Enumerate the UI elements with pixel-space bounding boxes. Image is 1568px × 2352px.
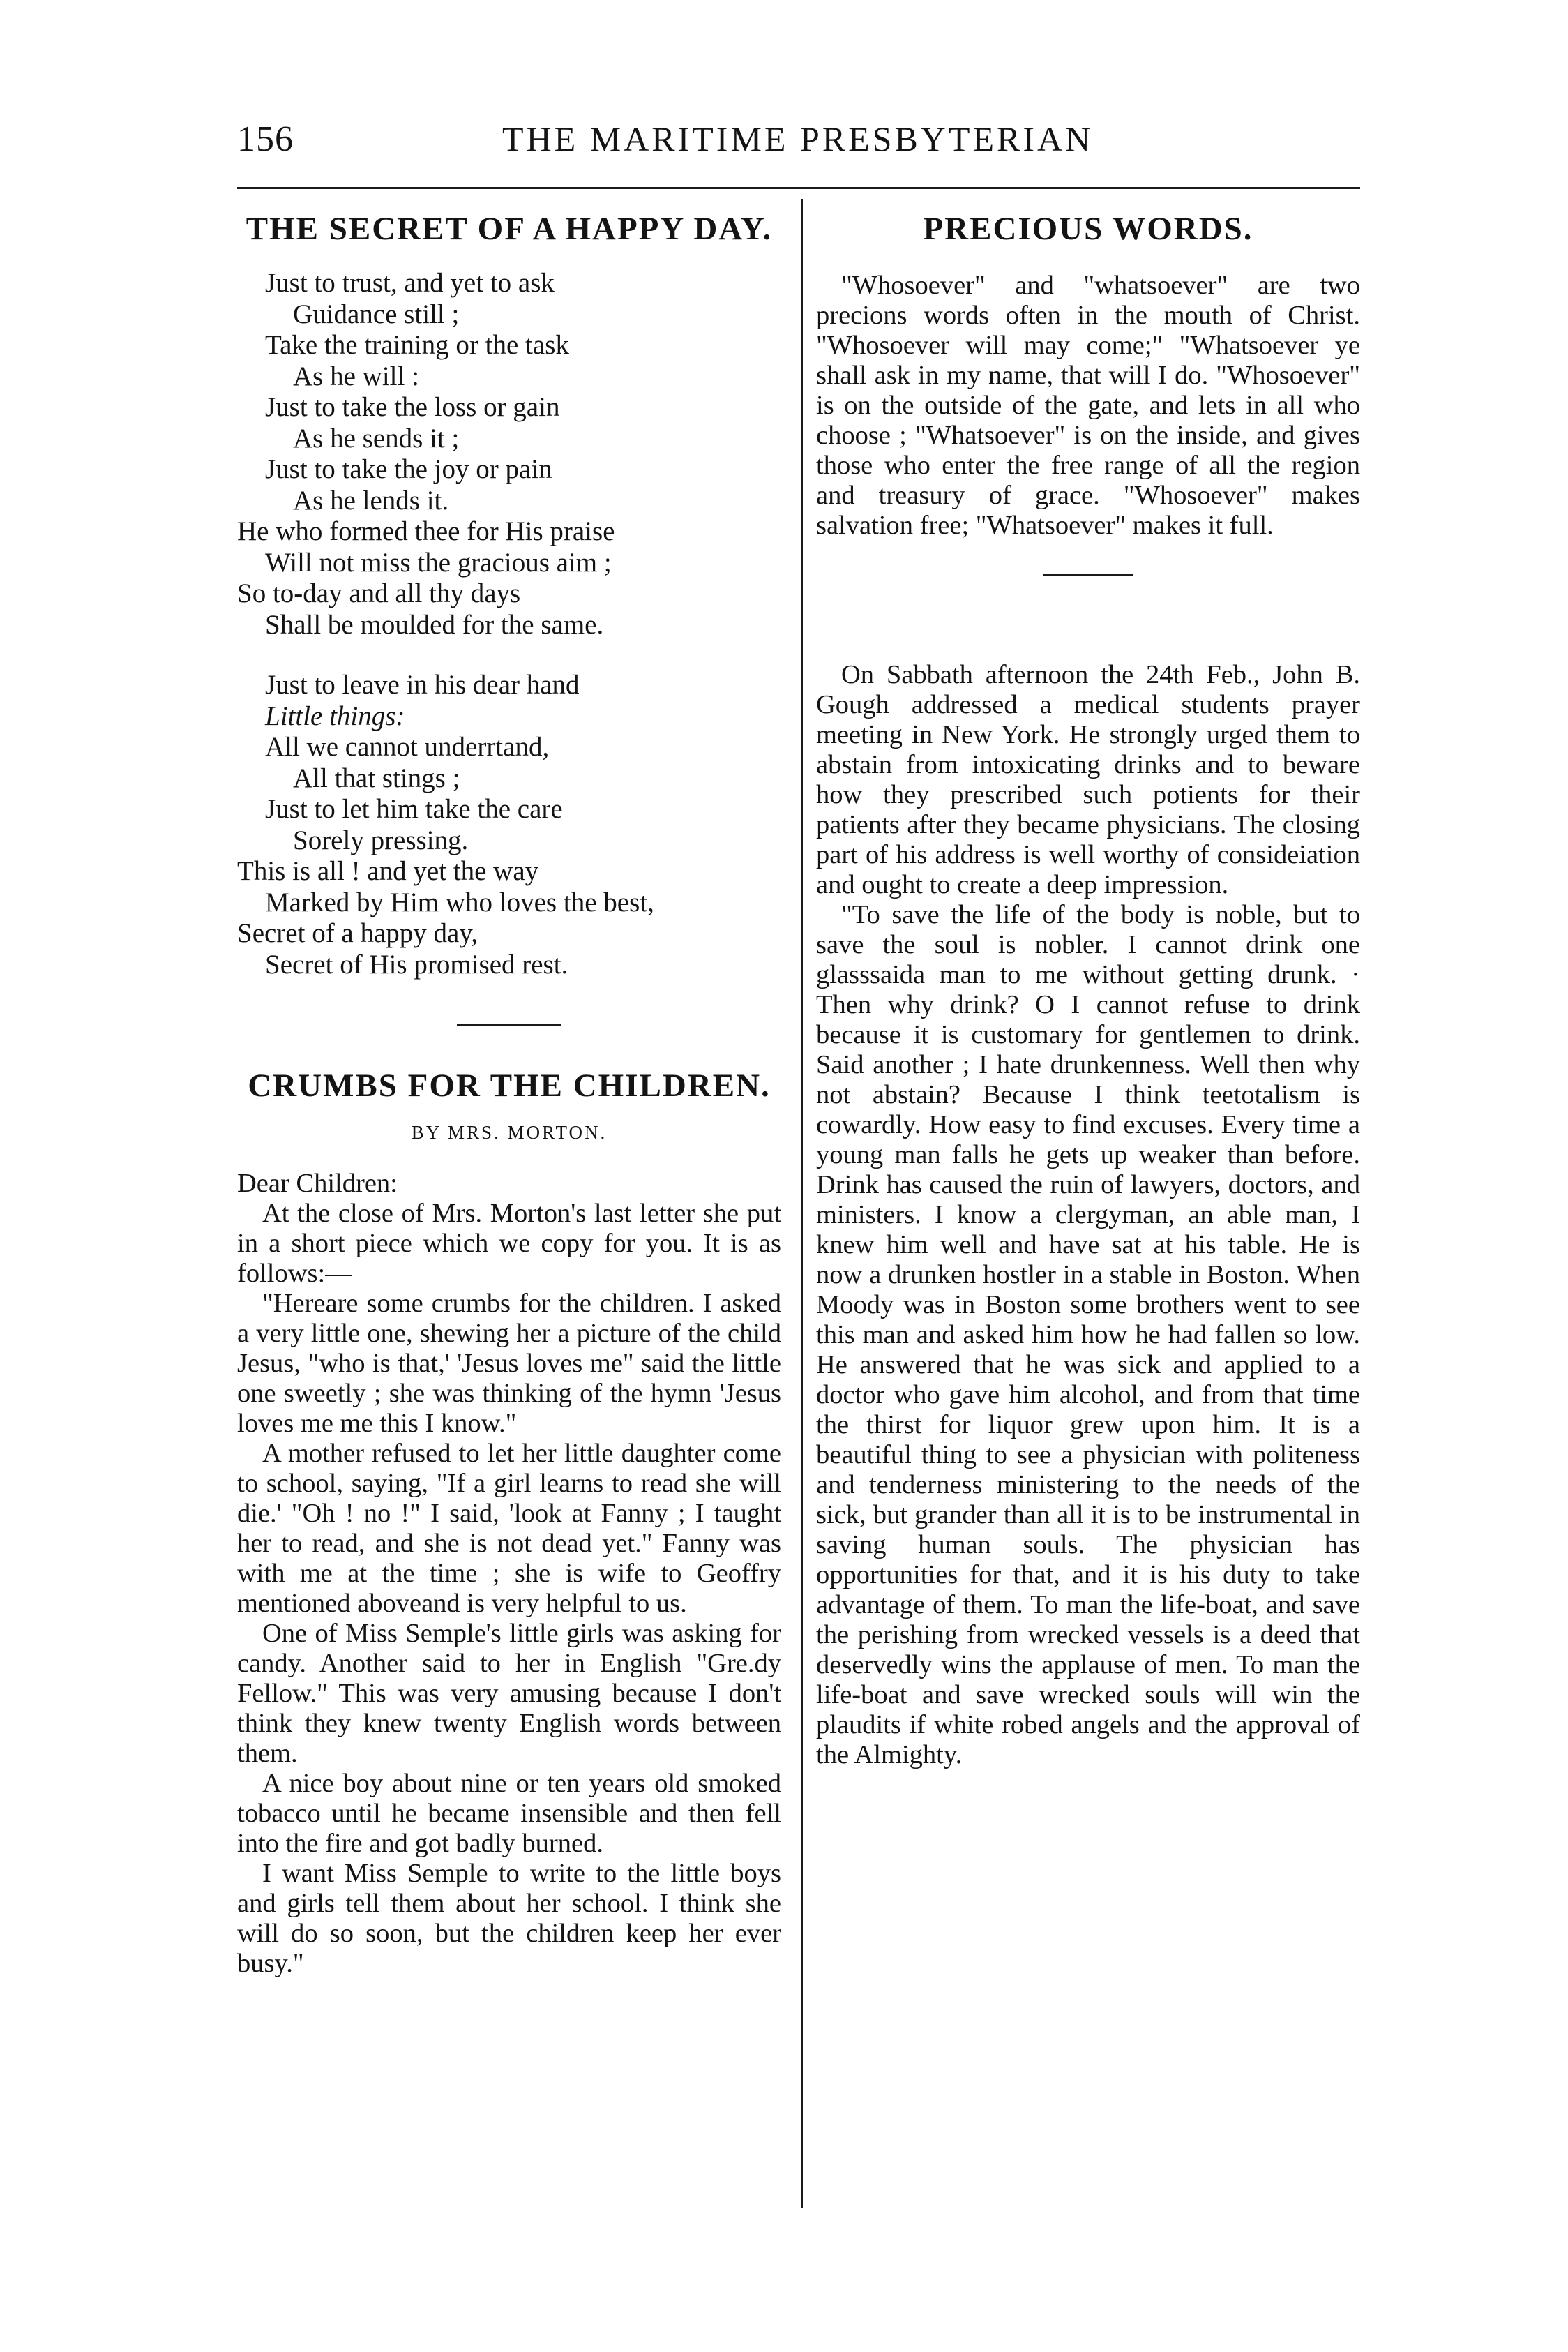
poem-line: Secret of His promised rest. (265, 949, 568, 980)
poem-line: Just to leave in his dear hand (265, 670, 580, 700)
section-rule (457, 1024, 561, 1026)
column-divider (801, 199, 803, 2208)
poem-title: THE SECRET OF A HAPPY DAY. (246, 211, 773, 247)
running-title: THE MARITIME PRESBYTERIAN (502, 119, 1094, 158)
poem-line: All that stings ; (293, 763, 460, 793)
header-rule (237, 187, 1360, 189)
poem-line: As he sends it ; (293, 423, 460, 454)
section-rule (1043, 574, 1133, 576)
poem-line: This is all ! and yet the way (237, 856, 539, 886)
poem-line: He who formed thee for His praise (237, 516, 615, 546)
gough-quote: "To save the life of the body is noble, but to save the soul is nobler. I cannot drink one glasssaida man to me without getting drunk. · Then why drink? O I cannot refuse to drink because it is customary for gentlemen to drink. Said another ; I hate drunkenness. Well then why not abstain? Because I think teetotalism is cowardly. How easy to find excuses. Every time a young man falls he gets up weaker than before. Drink has caused the ruin of lawyers, doctors, and ministers. I know a clergyman, an able man, I knew him well and have sat at his table. He is now a drunken hostler in a stable in Boston. When Moody was in Boston some brothers went to see this man and asked him how he had fallen so low. He answered that he was sick and applied to a doctor who gave him alcohol, and from that time the thirst for liquor grew upon him. It is a beautiful thing to see a physician with politeness and tenderness ministering to the needs of the sick, but grander than all it is to be instrumental in saving human souls. The physician has opportunities for that, and it is his duty to take advantage of them. To man the life-boat, and save the perishing from wrecked vessels is a deed that deservedly wins the applause of men. To man the life-boat and save wrecked souls will win the plaudits if white robed angels and the approval of the Almighty. (816, 900, 1360, 1769)
byline: BY MRS. MORTON. (411, 1122, 608, 1143)
paragraph: "Hereare some crumbs for the children. I asked a very little one, shewing her a picture of the child Jesus, "who is that,' 'Jesus loves me" said the little one sweetly ; she was thinking of the hymn 'Jesus loves me me this I know." (237, 1289, 781, 1438)
gough-intro: On Sabbath afternoon the 24th Feb., John B. Gough addressed a medical students prayer meeting in New York. He strongly urged them to abstain from intoxicating drinks and to beware how they prescribed such potients for their patients after they became physicians. The closing part of his address is well worthy of consideiation and ought to create a deep impression. (816, 660, 1360, 899)
page-header (237, 119, 1367, 174)
poem-line: So to-day and all thy days (237, 578, 521, 608)
poem (237, 268, 781, 980)
poem-line: Shall be moulded for the same. (265, 609, 604, 640)
poem-line: Take the training or the task (265, 330, 569, 360)
paragraph: I want Miss Semple to write to the little boys and girls tell them about her school. I think she will do so soon, but the children keep her ever busy." (237, 1859, 781, 1978)
poem-line: Secret of a happy day, (237, 918, 478, 948)
poem-line: Just to let him take the care (265, 794, 563, 824)
precious-paragraph: "Whosoever" and "whatsoever" are two precions words often in the mouth of Christ. "Whosoever will may come;" "Whatsoever ye shall ask in my name, that will I do. "Whosoever" is on the outside of the gate, and lets in all who choose ; "Whatsoever" is on the inside, and gives those who enter the free range of all the region and treasury of grace. "Whosoever" makes salvation free; "Whatsoever" makes it full. (816, 271, 1360, 540)
poem-line: Will not miss the gracious aim ; (265, 547, 612, 578)
paragraph: At the close of Mrs. Morton's last letter she put in a short piece which we copy for you. It is as follows:— (237, 1199, 781, 1288)
poem-line: All we cannot underrtand, (265, 732, 550, 762)
poem-line: Just to take the joy or pain (265, 454, 552, 484)
crumbs-title: CRUMBS FOR THE CHILDREN. (248, 1068, 771, 1104)
paragraph: A mother refused to let her little daughter come to school, saying, "If a girl learns to read she will die.' "Oh ! no !" I said, 'look at Fanny ; I taught her to read, and she is not dead yet." Fanny was with me at the time ; she is wife to Geoffry mentioned aboveand is very helpful to us. (237, 1439, 781, 1618)
paragraph: A nice boy about nine or ten years old smoked tobacco until he became insensible and then fell into the fire and got badly burned. (237, 1769, 781, 1858)
poem-line: Marked by Him who loves the best, (265, 887, 654, 917)
poem-line: As he will : (293, 361, 419, 391)
poem-line: Just to trust, and yet to ask (265, 268, 555, 298)
paragraph: One of Miss Semple's little girls was asking for candy. Another said to her in English "Gre.dy Fellow." This was very amusing because I don't think they knew twenty English words between them. (237, 1619, 781, 1768)
left-column (237, 209, 781, 1979)
poem-line: Little things: (265, 701, 405, 731)
page-number: 156 (237, 119, 294, 159)
poem-line: As he lends it. (293, 485, 449, 516)
salutation: Dear Children: (237, 1169, 398, 1198)
poem-line: Guidance still ; (293, 299, 460, 329)
right-column (816, 209, 1360, 1770)
poem-line: Sorely pressing. (293, 825, 469, 855)
precious-title: PRECIOUS WORDS. (923, 211, 1253, 247)
poem-line: Just to take the loss or gain (265, 392, 560, 422)
